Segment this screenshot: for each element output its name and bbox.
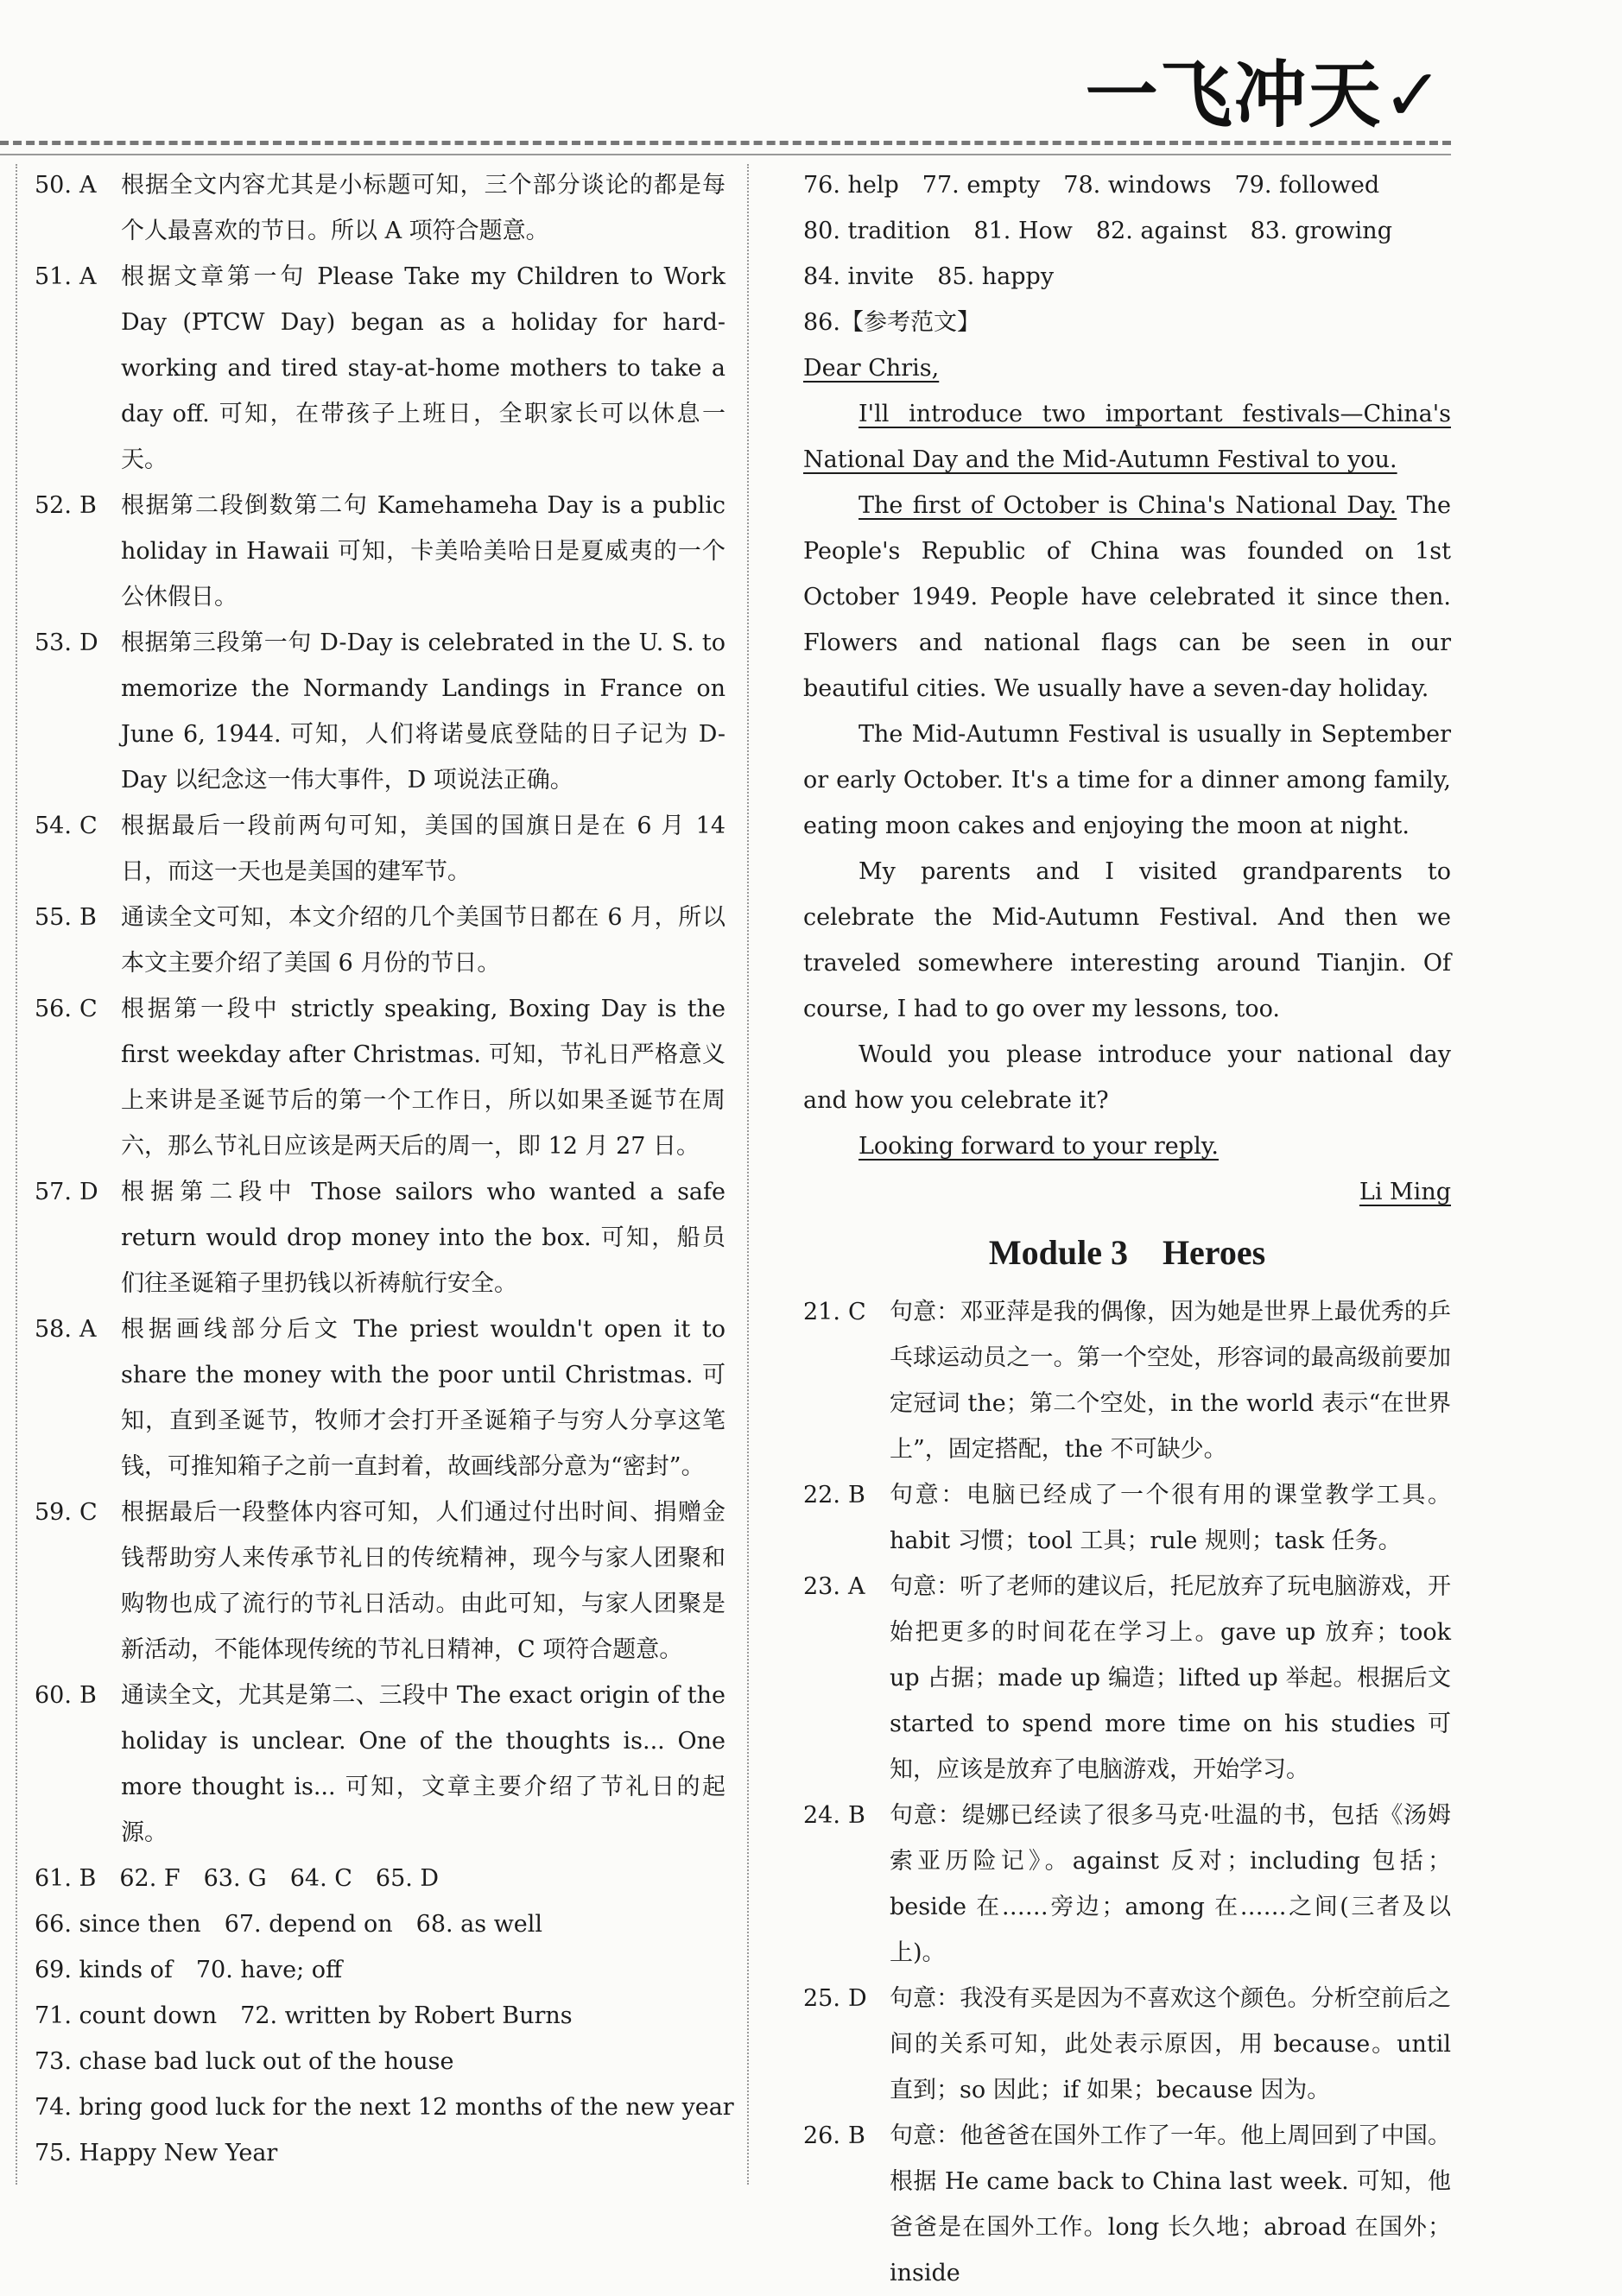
item-explanation: 通读全文可知，本文介绍的几个美国节日都在 6 月，所以本文主要介绍了美国 6 月份的节日。 [121,904,725,977]
item-explanation: 根据第二段倒数第二句 Kamehameha Day is a public holiday in Hawaii 可知，卡美哈美哈日是夏威夷的一个公休假日。 [121,492,725,610]
left-column [35,162,734,2176]
item-answer: C [79,1499,98,1526]
item-explanation: 句意：电脑已经成了一个很有用的课堂教学工具。habit 习惯；tool 工具；rule 规则；task 任务。 [890,1482,1451,1554]
item-answer: A [79,263,97,290]
item-explanation: 通读全文，尤其是第二、三段中 The exact origin of the holiday is unclear. One of the thoughts is... One more thought is... 可知，文章主要介绍了节礼日的起源。 [121,1682,725,1846]
item-explanation: 根据全文内容尤其是小标题可知，三个部分谈论的都是每个人最喜欢的节日。所以 A 项符合题意。 [121,172,725,244]
essay-signature: Li Ming [1359,1179,1451,1205]
item-number: 26. [803,2122,840,2149]
item-explanation: 根据第三段第一句 D-Day is celebrated in the U. S. to memorize the Normandy Landings in France on June 6, 1944. 可知，人们将诺曼底登陆的日子记为 D-Day 以纪念这一伟大事件，D 项说法正确。 [121,629,725,794]
item-answer: D [79,629,98,656]
answer-line: 80. tradition 81. How 82. against 83. growing [803,218,1392,244]
item-answer: B [79,904,97,931]
item-number: 55. [35,904,72,931]
item-answer: C [848,1299,866,1325]
header-dashed-rule [0,141,1451,154]
essay-greeting: Dear Chris, [803,355,940,382]
answer-item [35,1490,725,1673]
answer-item [35,803,725,895]
answer-item [35,986,725,1169]
item-number: 51. [35,263,72,290]
item-answer: B [848,1482,865,1509]
model-essay-label: 86.【参考范文】 [803,309,980,336]
item-number: 50. [35,172,72,199]
item-number: 23. [803,1573,840,1600]
item-explanation: 根据文章第一句 Please Take my Children to Work Day (PTCW Day) began as a holiday for hard-working and tired stay-at-home mothers to take a day off. 可知，在带孩子上班日，全职家长可以休息一天。 [121,263,725,473]
item-number: 57. [35,1179,72,1205]
answer-item [35,1673,725,1856]
item-number: 54. [35,813,72,839]
answer-item [803,2113,1451,2296]
item-number: 22. [803,1482,840,1509]
item-answer: A [79,1316,97,1343]
right-column [803,162,1451,2296]
item-answer: B [79,1682,97,1709]
item-explanation: 根据最后一段整体内容可知，人们通过付出时间、捐赠金钱帮助穷人来传承节礼日的传统精神，现今与家人团聚和购物也成了流行的节礼日活动。由此可知，与家人团聚是新活动，不能体现传统的节礼日精神，C 项符合题意。 [121,1499,725,1663]
answer-line: 71. count down 72. written by Robert Burns [35,2002,573,2029]
item-answer: B [79,492,97,519]
item-answer: C [79,996,98,1022]
answer-item [35,254,725,483]
answer-line: 75. Happy New Year [35,2140,278,2166]
module-heading: Module 3 Heroes [988,1233,1266,1272]
item-answer: D [848,1985,867,2012]
answer-line: 69. kinds of 70. have; off [35,1957,343,1983]
answer-line: 66. since then 67. depend on 68. as well [35,1911,543,1938]
item-explanation: 根据最后一段前两句可知，美国的国旗日是在 6 月 14 日，而这一天也是美国的建军节。 [121,813,725,885]
item-explanation: 句意：我没有买是因为不喜欢这个颜色。分析空前后之间的关系可知，此处表示原因，用 because。until 直到；so 因此；if 如果；because 因为。 [890,1985,1451,2103]
header-rule [0,154,1451,155]
item-explanation: 句意：缇娜已经读了很多马克·吐温的书，包括《汤姆索亚历险记》。against 反对；including 包括；beside 在……旁边；among 在……之间(三者及以上)。 [890,1802,1451,1966]
item-explanation: 根据第一段中 strictly speaking, Boxing Day is the first weekday after Christmas. 可知，节礼日严格意义上来讲是圣诞节后的第一个工作日，所以如果圣诞节在周六，那么节礼日应该是两天后的周一，即 12 月 27 日。 [121,996,725,1160]
answer-item [35,483,725,620]
answer-line: 76. help 77. empty 78. windows 79. followed [803,172,1380,199]
answer-item [803,1472,1451,1564]
answer-line: 73. chase bad luck out of the house [35,2048,454,2075]
item-number: 21. [803,1299,840,1325]
item-answer: B [848,1802,865,1829]
answer-item [35,895,725,986]
item-answer: A [79,172,97,199]
item-explanation: 句意：听了老师的建议后，托尼放弃了玩电脑游戏，开始把更多的时间花在学习上。gave up 放弃；took up 占据；made up 编造；lifted up 举起。根据后文 started to spend more time on his studies 可知，应该是放弃了电脑游戏，开始学习。 [890,1573,1451,1783]
column-divider [747,164,749,2185]
item-number: 25. [803,1985,840,2012]
item-answer: D [79,1179,98,1205]
item-explanation: 句意：他爸爸在国外工作了一年。他上周回到了中国。根据 He came back to China last week. 可知，他爸爸是在国外工作。long 长久地；abroad 在国外；inside [890,2122,1451,2287]
brand-logo: 一飞冲天✓ [1085,53,1445,137]
answer-line: 84. invite 85. happy [803,263,1055,290]
topic-sentence: The first of October is China's National Day. [859,492,1397,519]
answer-list-21-26 [803,1289,1451,2296]
item-explanation: 句意：邓亚萍是我的偶像，因为她是世界上最优秀的乒乓球运动员之一。第一个空处，形容词的最高级前要加定冠词 the；第二个空处，in the world 表示“在世界上”，固定搭配，the 不可缺少。 [890,1299,1451,1463]
answer-item [35,620,725,803]
item-answer: B [848,2122,865,2149]
item-number: 59. [35,1499,72,1526]
item-explanation: 根据第二段中 Those sailors who wanted a safe return would drop money into the box. 可知，船员们往圣诞箱子里扔钱以祈祷航行安全。 [121,1179,725,1297]
answer-item [803,1976,1451,2113]
item-answer: A [848,1573,865,1600]
answer-item [803,1289,1451,1472]
item-number: 56. [35,996,72,1022]
answer-list-50-60 [35,162,725,1856]
item-number: 58. [35,1316,72,1343]
item-number: 24. [803,1802,840,1829]
essay-paragraph: The Mid-Autumn Festival is usually in September or early October. It's a time for a dinner among family, eating moon cakes and enjoying the moon at night. [803,721,1451,839]
item-answer: C [79,813,98,839]
short-answers-61-75 [35,1856,734,2176]
item-number: 52. [35,492,72,519]
essay-paragraph: My parents and I visited grandparents to celebrate the Mid-Autumn Festival. And then we traveled somewhere interesting around Tianjin. Of course, I had to go over my lessons, too. [803,858,1451,1022]
essay-paragraph: I'll introduce two important festivals—China's National Day and the Mid-Autumn Festival to you. [803,401,1451,473]
answer-line: 74. bring good luck for the next 12 months of the new year [35,2094,734,2121]
item-number: 60. [35,1682,72,1709]
answer-item [35,162,725,254]
item-number: 53. [35,629,72,656]
essay-closing: Looking forward to your reply. [859,1133,1219,1160]
item-explanation: 根据画线部分后文 The priest wouldn't open it to share the money with the poor until Christmas. 可知，直到圣诞节，牧师才会打开圣诞箱子与穷人分享这笔钱，可推知箱子之前一直封着，故画线部分意为“密封”。 [121,1316,725,1480]
answer-item [35,1169,725,1306]
essay-paragraph: Would you please introduce your national day and how you celebrate it? [803,1041,1451,1114]
answer-item [803,1793,1451,1976]
essay-paragraph: The first of October is China's National Day. The People's Republic of China was founded on 1st October 1949. People have celebrated it since then. Flowers and national flags can be seen in our beautiful cities. We usually have a seven-day holiday. [803,492,1451,702]
left-margin-line [16,164,17,2185]
answer-item [803,1564,1451,1793]
answer-line: 61. B 62. F 63. G 64. C 65. D [35,1865,440,1892]
answer-item [35,1306,725,1490]
model-essay [803,345,1451,1215]
